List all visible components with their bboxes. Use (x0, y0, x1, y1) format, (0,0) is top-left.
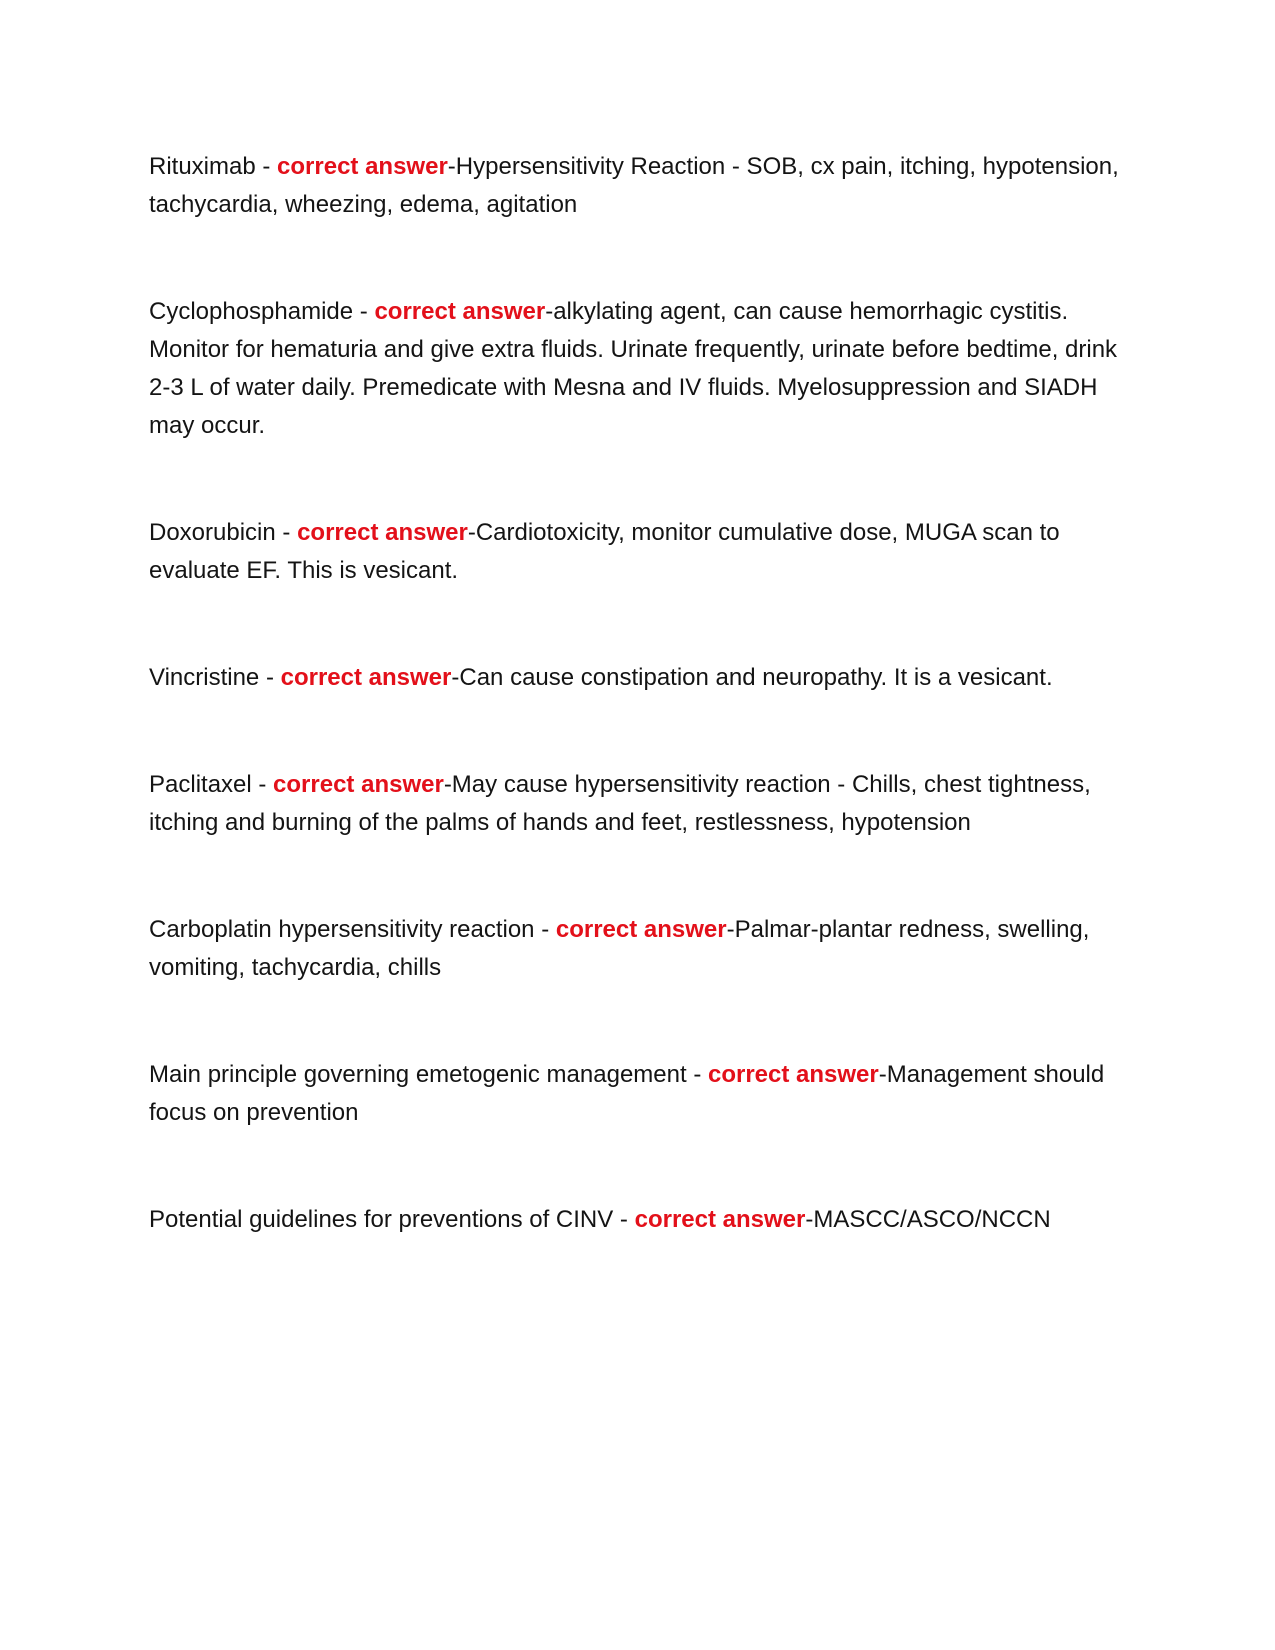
flashcard-entry-carboplatin (149, 911, 1129, 987)
entry-term: Rituximab - (149, 153, 278, 180)
flashcard-list (149, 148, 1129, 1239)
flashcard-entry-cinv-guidelines (149, 1201, 1129, 1239)
entry-term: Main principle governing emetogenic management - (149, 1061, 708, 1088)
answer-tag: correct answer (277, 153, 448, 180)
flashcard-entry-doxorubicin (149, 514, 1129, 590)
answer-tag: correct answer (634, 1206, 806, 1233)
entry-answer: -Cardiotoxicity, monitor cumulative dose, MUGA scan to evaluate EF. This is vesicant. (149, 519, 1060, 584)
answer-tag: correct answer (555, 916, 727, 943)
entry-answer: -Management should focus on prevention (149, 1061, 1105, 1126)
answer-tag: correct answer (273, 771, 444, 798)
entry-term: Doxorubicin - (149, 519, 298, 546)
entry-answer: -Hypersensitivity Reaction - SOB, cx pain, itching, hypotension, tachycardia, wheezing, edema, agitation (149, 153, 1119, 218)
entry-term: Potential guidelines for preventions of CINV - (149, 1206, 635, 1233)
entry-answer: -Palmar-plantar redness, swelling, vomiting, tachycardia, chills (149, 916, 1090, 981)
answer-tag: correct answer (297, 519, 468, 546)
entry-term: Vincristine - (149, 664, 281, 691)
entry-answer: -Can cause constipation and neuropathy. It is a vesicant. (451, 664, 1053, 691)
flashcard-entry-rituximab (149, 148, 1129, 224)
entry-term: Paclitaxel - (149, 771, 274, 798)
flashcard-entry-emetogenic-management (149, 1056, 1129, 1132)
entry-answer: -MASCC/ASCO/NCCN (805, 1206, 1051, 1233)
entry-term: Cyclophosphamide - (149, 298, 375, 325)
flashcard-entry-cyclophosphamide (149, 293, 1129, 445)
answer-tag: correct answer (280, 664, 452, 691)
answer-tag: correct answer (374, 298, 546, 325)
answer-tag: correct answer (707, 1061, 879, 1088)
flashcard-entry-paclitaxel (149, 766, 1129, 842)
entry-answer: -May cause hypersensitivity reaction - Chills, chest tightness, itching and burning of the palms of hands and feet, restlessness, hypotension (149, 771, 1091, 836)
entry-term: Carboplatin hypersensitivity reaction - (149, 916, 556, 943)
flashcard-entry-vincristine (149, 659, 1129, 697)
entry-answer: -alkylating agent, can cause hemorrhagic cystitis. Monitor for hematuria and give extra fluids. Urinate frequently, urinate before bedtime, drink 2-3 L of water daily. Premedicate with Mesna and IV fluids. Myelosuppression and SIADH may occur. (149, 298, 1118, 439)
